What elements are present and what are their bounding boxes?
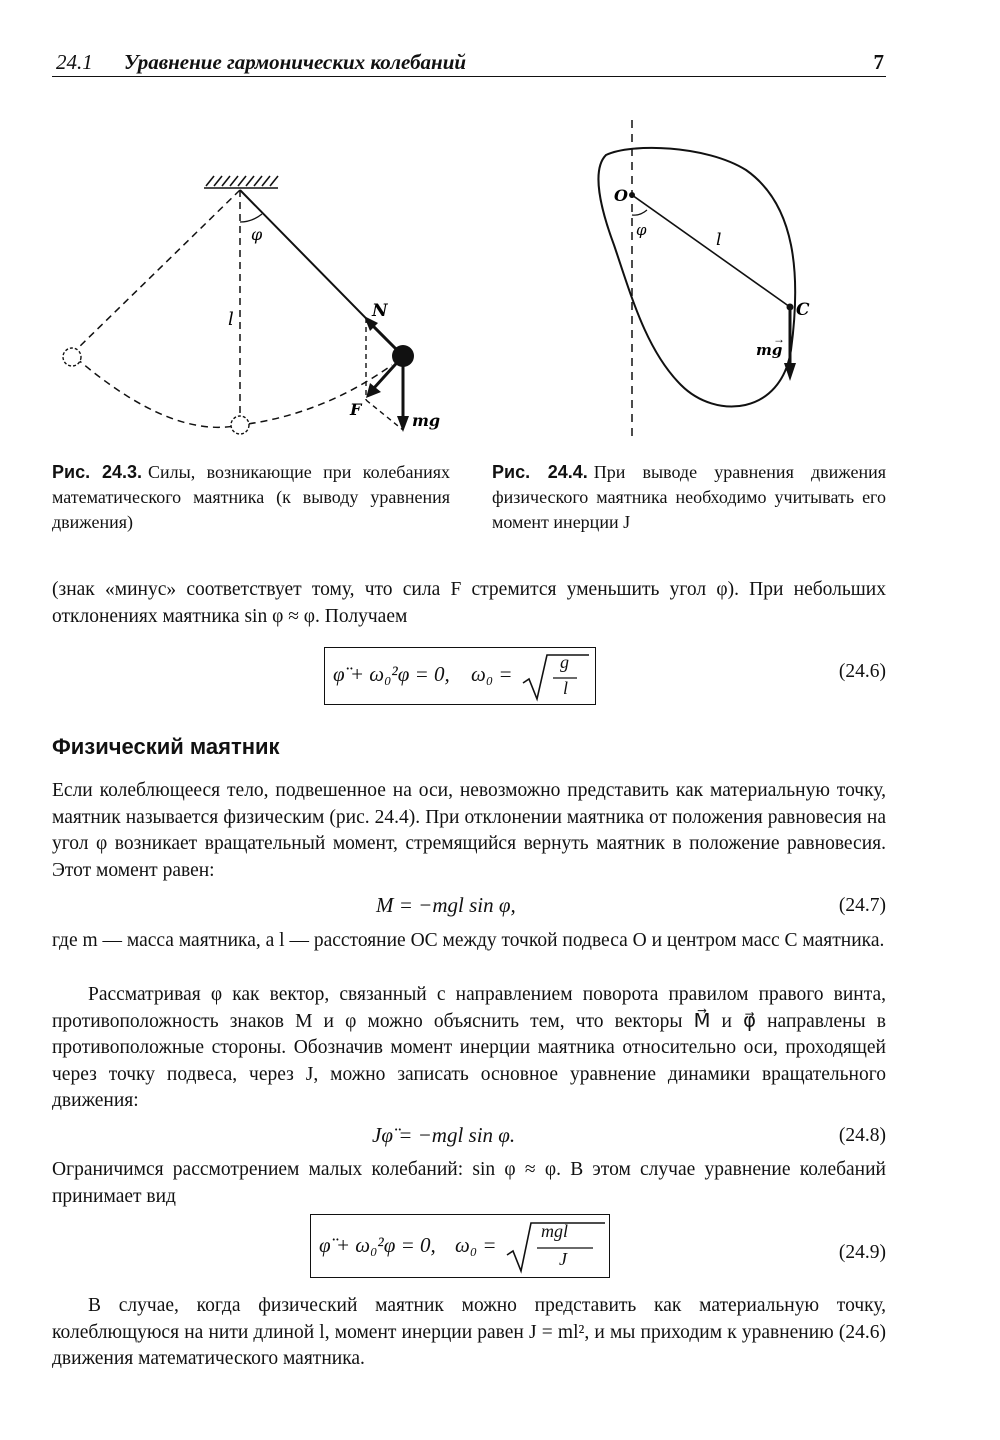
vector-arrow-mark: →: [773, 332, 785, 346]
l-label-2: l: [716, 230, 722, 250]
angle-arc: [240, 214, 262, 222]
equation-24-9-omega: ω₀ =: [455, 1233, 497, 1257]
section-number: 24.1: [56, 50, 93, 74]
equation-24-9-numerator: mgl: [541, 1221, 568, 1241]
figure-2-caption-label: Рис. 24.4.: [492, 462, 588, 482]
f-label: F: [350, 400, 362, 419]
figure-1-caption-text: Силы, возникающие при колебаниях математического маятника (к выводу уравнения движения): [52, 462, 450, 532]
phi-label-2: φ: [636, 221, 647, 239]
book-page: [52, 0, 886, 1440]
o-label: O: [614, 186, 628, 205]
mg-label-2: mg: [756, 341, 783, 359]
equation-24-9-denominator: J: [559, 1249, 567, 1269]
equation-24-9-box: [310, 1214, 610, 1278]
paragraph-4: Ограничимся рассмотрением малых колебаний: sin φ ≈ φ. В этом случае уравнение колебаний принимает вид: [52, 1159, 886, 1207]
equation-24-6-numerator: g: [560, 652, 569, 672]
equation-24-6-left: φ̈ + ω₀²φ = 0,: [333, 662, 450, 686]
n-label: N: [372, 301, 388, 321]
running-title: Уравнение гармонических колебаний: [124, 50, 467, 74]
figure-1-caption-label: Рис. 24.3.: [52, 462, 142, 482]
pendulum-bob: [392, 345, 414, 367]
figure-2-caption-text: При выводе уравнения движения физического маятника необходимо учитывать его момент инерции J: [492, 462, 886, 532]
swing-arc: [76, 358, 392, 427]
equation-24-6-number: (24.6): [838, 661, 886, 682]
paragraph-2: где m — масса маятника, a l — расстояние OC между точкой подвеса O и центром масс C маятника.: [52, 930, 885, 951]
equation-24-8-number: (24.8): [838, 1125, 886, 1146]
ceiling-hatch: [204, 176, 278, 188]
mg-label: mg: [412, 411, 441, 430]
running-header: [52, 46, 886, 77]
force-dashed-2: [366, 400, 403, 430]
equation-24-6-omega: ω₀ =: [471, 662, 513, 686]
force-f-arrowhead: [366, 383, 381, 398]
body-outline: [598, 148, 795, 407]
bottom-ghost-bob: [231, 416, 249, 434]
equation-24-7-number: (24.7): [838, 895, 886, 916]
paragraph-1: Если колеблющееся тело, подвешенное на оси, невозможно представить как материальную точку, маятник называется физическим (рис. 24.4). При отклонении маятника от положения равновесия на угол φ возникает вращательный момент, стремящийся вернуть маятник в положение равновесия. Этот момент равен:: [52, 780, 886, 881]
equation-24-8: Jφ̈ = −mgl sin φ.: [372, 1123, 516, 1147]
length-label: l: [228, 309, 234, 330]
oc-line: [632, 195, 790, 307]
page-number: 7: [873, 50, 884, 74]
figure-physical-pendulum: [576, 115, 846, 445]
phi-label: φ: [251, 225, 263, 244]
gravity-arrowhead: [397, 416, 409, 432]
figure-2-caption: [492, 460, 886, 535]
left-dashed-string: [76, 190, 240, 350]
intro-paragraph: (знак «минус» соответствует тому, что сила F стремится уменьшить угол φ). При небольших отклонениях маятника sin φ ≈ φ. Получаем: [52, 579, 886, 627]
left-ghost-bob: [63, 348, 81, 366]
figure-1-caption: [52, 460, 450, 535]
sqrt-sign-24-6: [521, 651, 591, 703]
equation-24-9-left: φ̈ + ω₀²φ = 0,: [319, 1233, 436, 1257]
equation-24-6-denominator: l: [563, 678, 569, 698]
equation-24-9-number: (24.9): [838, 1242, 886, 1263]
section-title: Физический маятник: [52, 734, 280, 759]
paragraph-3: Рассматривая φ как вектор, связанный с направлением поворота правилом правого винта, противоположность знаков M и φ можно объяснить тем, что векторы M⃗ и φ⃗ направлены в противоположные стороны. Обозначив момент инерции маятника относительно оси, проходящей через точку подвеса, через J, можно записать основное уравнение динамики вращательного движения:: [52, 984, 886, 1111]
paragraph-5: В случае, когда физический маятник можно представить как материальную точку, колеблющуюся на нити длиной l, момент инерции равен J = ml², и мы приходим к уравнению (24.6) движения математического маятника.: [52, 1295, 886, 1369]
pivot-o: [629, 192, 635, 198]
figure-math-pendulum: [52, 160, 462, 450]
gravity-arrowhead-2: [784, 363, 796, 381]
equation-24-7: M = −mgl sin φ,: [376, 893, 516, 917]
angle-arc-2: [632, 210, 647, 215]
equation-24-6-box: [324, 647, 596, 705]
c-label: C: [796, 300, 810, 320]
